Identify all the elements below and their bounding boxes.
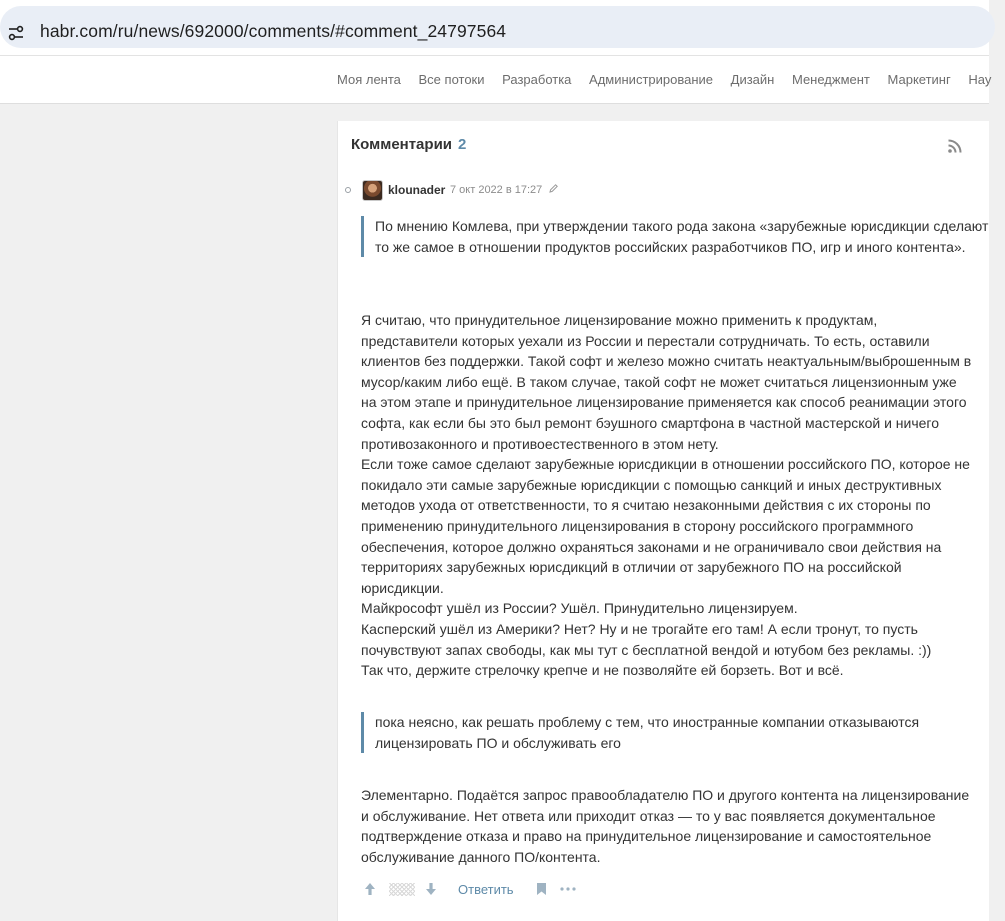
comments-count[interactable]: 2 xyxy=(458,136,467,153)
browser-address-bar xyxy=(0,0,989,56)
text-line: Элементарно. Подаётся запрос правообладателю ПО и другого контента на лицензирование xyxy=(361,787,970,803)
arrow-down-icon[interactable] xyxy=(425,882,437,896)
nav-item-administration[interactable]: Администрирование xyxy=(589,72,714,87)
comment-body-paragraph xyxy=(361,310,978,681)
text-line: методов ухода от ответственности, то я считаю незаконными действия с их стороны по xyxy=(361,497,931,514)
url-text[interactable]: habr.com/ru/news/692000/comments/#comment_24797564 xyxy=(40,21,507,41)
blockquote: По мнению Комлева, при утверждении такого рода закона «зарубежные юрисдикции сделают то же самое в отношении продуктов российских разработчиков ПО, игр и иного контента». xyxy=(361,216,992,257)
avatar[interactable] xyxy=(362,180,383,201)
bookmark-icon[interactable] xyxy=(536,882,547,896)
text-line: территориях зарубежных юрисдикций в отличии от зарубежного ПО на российской xyxy=(361,559,902,576)
text-line: обслуживание данного ПО/контента. xyxy=(361,848,601,865)
text-line: Я считаю, что принудительное лицензирование можно применить к продуктам, xyxy=(361,312,878,328)
nav-item-science[interactable]: Нау xyxy=(968,72,992,87)
nav-item-all-streams[interactable]: Все потоки xyxy=(418,72,485,87)
nav-item-my-feed[interactable]: Моя лента xyxy=(337,72,401,87)
text-line: представители которых уехали из России и перестали сотрудничать. То есть, оставили xyxy=(361,332,930,349)
text-line: подтверждение отказа и право на принудительное лицензирование и самостоятельное xyxy=(361,828,932,845)
comment-score-placeholder xyxy=(389,883,415,896)
comment-actions xyxy=(361,880,981,900)
nav-item-management[interactable]: Менеджмент xyxy=(791,72,870,87)
text-line: почувствуют запах свободы, как мы тут с бесплатной вендой и ютубом без рекламы. :)) xyxy=(361,641,932,658)
nav-list xyxy=(337,72,1005,87)
comment-body-paragraph xyxy=(361,785,978,867)
rss-icon[interactable] xyxy=(947,138,963,154)
text-line: противозаконного и противоестественного в этом нету. xyxy=(361,435,719,452)
text-line: на этом этапе и принудительное лицензирование применяется как способ реанимации этого xyxy=(361,394,967,411)
comments-panel xyxy=(337,121,989,921)
thread-bullet xyxy=(345,187,351,193)
text-line: юрисдикции. xyxy=(361,579,444,596)
text-line: обеспечения, которое должно охраняться законами и не ограничивало свои действия на xyxy=(361,538,942,555)
blockquote: пока неясно, как решать проблему с тем, что иностранные компании отказываются лицензировать ПО и обслуживать его xyxy=(361,712,992,753)
omnibox[interactable] xyxy=(0,6,995,48)
more-icon[interactable] xyxy=(560,887,576,891)
text-line: софта, как если бы это был ремонт бэушного смартфона в частной мастерской и ничего xyxy=(361,414,939,431)
text-line: и обслуживание. Нет ответа или приходит отказ — то у вас появляется документальное xyxy=(361,807,936,824)
nav-item-marketing[interactable]: Маркетинг xyxy=(887,72,951,87)
text-line: Так что, держите стрелочку крепче и не позволяйте ей борзеть. Вот и всё. xyxy=(361,662,844,679)
reply-button[interactable]: Ответить xyxy=(458,882,514,897)
comment-date[interactable]: 7 окт 2022 в 17:27 xyxy=(450,184,543,196)
text-line: применению принудительного лицензирования в сторону российского программного xyxy=(361,517,914,534)
text-line: мусор/каким либо ещё. В таком случае, такой софт не может считаться лицензионным уже xyxy=(361,373,957,390)
tune-icon[interactable] xyxy=(6,23,26,43)
nav-item-development[interactable]: Разработка xyxy=(502,72,572,87)
comments-title-text: Комментарии xyxy=(351,136,453,153)
text-line: Касперский ушёл из Америки? Нет? Ну и не трогайте его там! А если тронут, то пусть xyxy=(361,620,918,637)
site-nav xyxy=(0,56,992,104)
comment-author[interactable]: klounader xyxy=(388,183,446,197)
text-line: клиентов без поддержки. Такой софт и железо можно считать неактуальным/выброшенным в xyxy=(361,353,972,370)
comments-title xyxy=(351,136,466,153)
pencil-icon xyxy=(548,183,559,194)
text-line: Майкрософт ушёл из России? Ушёл. Принудительно лицензируем. xyxy=(361,600,798,617)
arrow-up-icon[interactable] xyxy=(364,882,376,896)
nav-item-design[interactable]: Дизайн xyxy=(730,72,775,87)
text-line: покидало эти самые зарубежные юрисдикции с помощью санкций и иных деструктивных xyxy=(361,476,942,493)
text-line: Если тоже самое сделают зарубежные юрисдикции в отношении российского ПО, которое не xyxy=(361,456,970,473)
